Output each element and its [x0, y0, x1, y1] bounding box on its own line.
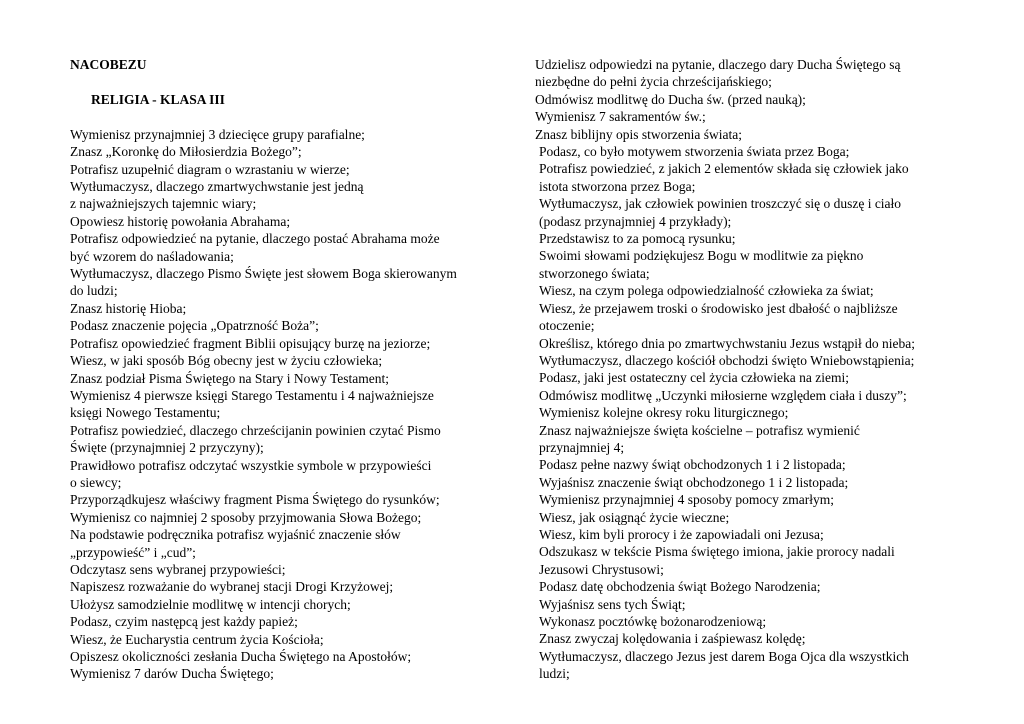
- right-lines-list: [535, 56, 975, 683]
- text-line: Podasz pełne nazwy świąt obchodzonych 1 i 2 listopada;: [539, 457, 846, 473]
- text-line: istota stworzona przez Boga;: [539, 178, 696, 194]
- text-line: być wzorem do naśladowania;: [70, 248, 234, 264]
- document-title: NACOBEZU: [70, 57, 147, 72]
- text-line: księgi Nowego Testamentu;: [70, 405, 221, 421]
- left-column: [70, 56, 510, 683]
- text-line: Wyjaśnisz znaczenie świąt obchodzonego 1 i 2 listopada;: [539, 474, 849, 490]
- text-line: Wymienisz co najmniej 2 sposoby przyjmowania Słowa Bożego;: [70, 509, 422, 525]
- text-line: o siewcy;: [70, 474, 122, 490]
- text-line: Przyporządkujesz właściwy fragment Pisma Świętego do rysunków;: [70, 492, 440, 508]
- text-line: Podasz, czyim następcą jest każdy papież;: [70, 614, 298, 630]
- text-line: „przypowieść” i „cud”;: [70, 544, 196, 560]
- text-line: (podasz przynajmniej 4 przykłady);: [539, 213, 732, 229]
- text-line: Odmówisz modlitwę „Uczynki miłosierne względem ciała i duszy”;: [539, 387, 907, 403]
- text-line: Potrafisz powiedzieć, dlaczego chrześcijanin powinien czytać Pismo: [70, 422, 441, 438]
- text-line: Wytłumaczysz, jak człowiek powinien troszczyć się o duszę i ciało: [539, 196, 902, 212]
- text-line: Znasz „Koronkę do Miłosierdzia Bożego”;: [70, 144, 302, 160]
- text-line: Opowiesz historię powołania Abrahama;: [70, 213, 291, 229]
- text-line: Prawidłowo potrafisz odczytać wszystkie symbole w przypowieści: [70, 457, 432, 473]
- text-line: Jezusowi Chrystusowi;: [539, 561, 664, 577]
- text-line: Wymienisz przynajmniej 3 dziecięce grupy parafialne;: [70, 126, 365, 142]
- text-line: Wiesz, że przejawem troski o środowisko jest dbałość o najbliższe: [539, 300, 898, 316]
- right-column: [535, 56, 975, 683]
- text-line: przynajmniej 4;: [539, 439, 625, 455]
- text-line: Znasz najważniejsze święta kościelne – potrafisz wymienić: [539, 422, 860, 438]
- text-line: Odmówisz modlitwę do Ducha św. (przed nauką);: [535, 91, 806, 107]
- text-line: z najważniejszych tajemnic wiary;: [70, 196, 257, 212]
- text-line: Święte (przynajmniej 2 przyczyny);: [70, 440, 264, 456]
- text-line: Swoimi słowami podziękujesz Bogu w modlitwie za piękno: [539, 248, 864, 264]
- text-line: Na podstawie podręcznika potrafisz wyjaśnić znaczenie słów: [70, 527, 401, 543]
- text-line: ludzi;: [539, 666, 570, 682]
- text-line: do ludzi;: [70, 283, 118, 299]
- text-line: Podasz, co było motywem stworzenia świata przez Boga;: [539, 144, 850, 160]
- text-line: Znasz podział Pisma Świętego na Stary i Nowy Testament;: [70, 370, 389, 386]
- text-line: Wymienisz przynajmniej 4 sposoby pomocy zmarłym;: [539, 492, 835, 508]
- text-line: Odszukasz w tekście Pisma świętego imiona, jakie prorocy nadali: [539, 544, 895, 560]
- text-line: Ułożysz samodzielnie modlitwę w intencji chorych;: [70, 596, 351, 612]
- text-line: otoczenie;: [539, 318, 595, 334]
- text-line: Potrafisz powiedzieć, z jakich 2 elementów składa się człowiek jako: [539, 161, 909, 177]
- text-line: Udzielisz odpowiedzi na pytanie, dlaczego dary Ducha Świętego są: [535, 57, 901, 72]
- text-line: Wytłumaczysz, dlaczego zmartwychwstanie jest jedną: [70, 179, 364, 195]
- text-line: Wytłumaczysz, dlaczego Jezus jest darem Boga Ojca dla wszystkich: [539, 648, 909, 664]
- text-line: Potrafisz odpowiedzieć na pytanie, dlaczego postać Abrahama może: [70, 231, 440, 247]
- text-line: Wykonasz pocztówkę bożonarodzeniową;: [539, 614, 767, 629]
- text-line: Wyjaśnisz sens tych Świąt;: [539, 596, 686, 612]
- text-line: Wymienisz 4 pierwsze księgi Starego Testamentu i 4 najważniejsze: [70, 387, 434, 403]
- text-line: Wiesz, na czym polega odpowiedzialność człowieka za świat;: [539, 283, 874, 299]
- text-line: Wymienisz 7 sakramentów św.;: [535, 109, 706, 125]
- text-line: Przedstawisz to za pomocą rysunku;: [539, 231, 736, 247]
- text-line: Potrafisz opowiedzieć fragment Biblii opisujący burzę na jeziorze;: [70, 335, 431, 351]
- text-line: Podasz, jaki jest ostateczny cel życia człowieka na ziemi;: [539, 370, 849, 386]
- text-line: Wiesz, jak osiągnąć życie wieczne;: [539, 509, 730, 525]
- left-lines-list: [70, 126, 510, 683]
- text-line: niezbędne do pełni życia chrześcijańskiego;: [535, 74, 772, 90]
- text-line: Wymienisz 7 darów Ducha Świętego;: [70, 666, 274, 682]
- text-line: stworzonego świata;: [539, 265, 650, 281]
- text-line: Znasz historię Hioba;: [70, 300, 187, 316]
- text-line: Wiesz, kim byli prorocy i że zapowiadali oni Jezusa;: [539, 526, 824, 542]
- text-line: Wiesz, w jaki sposób Bóg obecny jest w życiu człowieka;: [70, 353, 383, 369]
- text-line: Wiesz, że Eucharystia centrum życia Kościoła;: [70, 631, 324, 647]
- document-subtitle: RELIGIA - KLASA III: [91, 92, 225, 108]
- text-line: Potrafisz uzupełnić diagram o wzrastaniu w wierze;: [70, 161, 350, 177]
- text-line: Napiszesz rozważanie do wybranej stacji Drogi Krzyżowej;: [70, 579, 394, 595]
- text-line: Odczytasz sens wybranej przypowieści;: [70, 561, 286, 577]
- text-line: Podasz znaczenie pojęcia „Opatrzność Boża”;: [70, 318, 319, 334]
- text-line: Opiszesz okoliczności zesłania Ducha Świętego na Apostołów;: [70, 649, 412, 664]
- text-line: Znasz zwyczaj kolędowania i zaśpiewasz kolędę;: [539, 631, 806, 647]
- text-line: Wytłumaczysz, dlaczego Pismo Święte jest słowem Boga skierowanym: [70, 266, 457, 282]
- text-line: Wymienisz kolejne okresy roku liturgicznego;: [539, 405, 789, 421]
- text-line: Znasz biblijny opis stworzenia świata;: [535, 126, 742, 142]
- text-line: Wytłumaczysz, dlaczego kościół obchodzi święto Wniebowstąpienia;: [539, 352, 915, 368]
- text-line: Podasz datę obchodzenia świąt Bożego Narodzenia;: [539, 579, 821, 595]
- text-line: Określisz, którego dnia po zmartwychwstaniu Jezus wstąpił do nieba;: [539, 335, 916, 351]
